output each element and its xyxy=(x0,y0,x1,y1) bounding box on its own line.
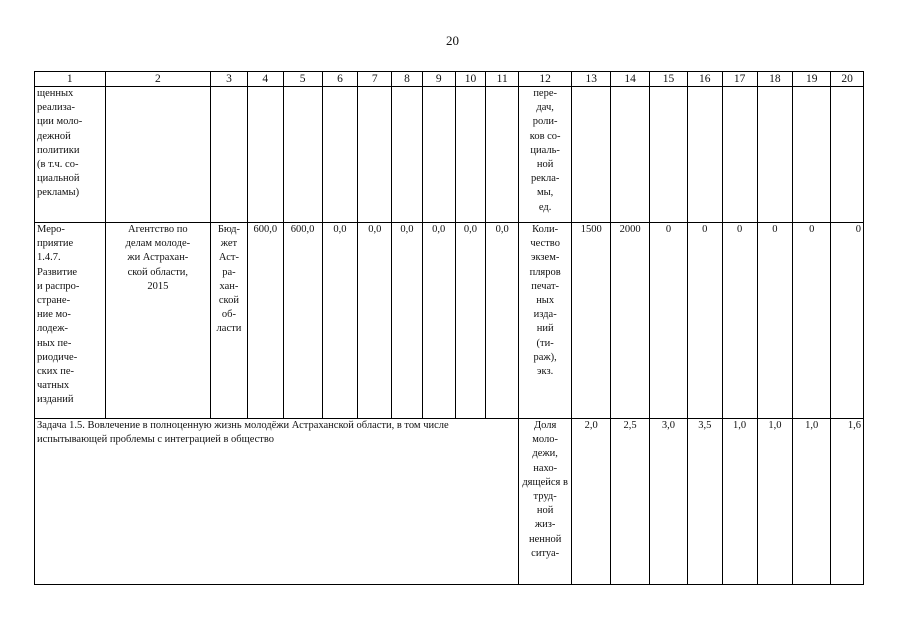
indicator-value-cell: 1,0 xyxy=(793,419,831,585)
column-number: 1 xyxy=(35,72,106,87)
column-number: 10 xyxy=(455,72,486,87)
indicator-value-cell: 1,6 xyxy=(831,419,864,585)
value-cell: 600,0 xyxy=(283,223,322,419)
measure-cell: Меро- приятие 1.4.7. Развитие и распро- стране- ние мо- лодеж- ных пе- риодиче- ских пе- чатных изданий xyxy=(35,223,106,419)
indicator-value-cell: 2,0 xyxy=(572,419,611,585)
value-cell: 0,0 xyxy=(322,223,358,419)
value-cell: 0,0 xyxy=(392,223,423,419)
value-cell: 600,0 xyxy=(247,223,283,419)
column-number-row xyxy=(35,72,864,87)
column-number: 18 xyxy=(757,72,793,87)
indicator-value-cell: 2,5 xyxy=(611,419,650,585)
indicator-value-cell: 3,5 xyxy=(687,419,722,585)
column-number: 13 xyxy=(572,72,611,87)
column-number: 2 xyxy=(105,72,210,87)
indicator-value-cell: 1,0 xyxy=(722,419,757,585)
indicator-value-cell: 1500 xyxy=(572,223,611,419)
column-number: 11 xyxy=(486,72,519,87)
column-number: 15 xyxy=(650,72,688,87)
column-number: 12 xyxy=(519,72,572,87)
indicator-cell: пере- дач, роли- ков со- циаль- ной рекла- мы, ед. xyxy=(519,87,572,223)
column-number: 14 xyxy=(611,72,650,87)
indicator-value-cell: 0 xyxy=(650,223,688,419)
indicator-cell: Коли- чество экзем- пляров печат- ных изда- ний (ти- раж), экз. xyxy=(519,223,572,419)
indicator-value-cell: 2000 xyxy=(611,223,650,419)
column-number: 16 xyxy=(687,72,722,87)
executor-cell: Агентство по делам молоде- жи Астрахан- ской области, 2015 xyxy=(105,223,210,419)
column-number: 9 xyxy=(422,72,455,87)
continuation-row xyxy=(35,87,864,223)
indicator-value-cell: 0 xyxy=(793,223,831,419)
column-number: 6 xyxy=(322,72,358,87)
value-cell: 0,0 xyxy=(358,223,392,419)
indicator-value-cell: 0 xyxy=(722,223,757,419)
measure-cell: щенных реализа- ции моло- дежной политики (в т.ч. со- циальной рекламы) xyxy=(35,87,106,223)
task-title-cell: Задача 1.5. Вовлечение в полноценную жизнь молодёжи Астраханской области, в том числе испытывающей проблемы с интеграцией в общество xyxy=(35,419,519,585)
page-number: 20 xyxy=(446,33,459,48)
column-number: 8 xyxy=(392,72,423,87)
column-number: 17 xyxy=(722,72,757,87)
column-number: 3 xyxy=(211,72,248,87)
measure-row-1-4-7 xyxy=(35,223,864,419)
indicator-value-cell: 1,0 xyxy=(757,419,793,585)
column-number: 7 xyxy=(358,72,392,87)
value-cell: 0,0 xyxy=(455,223,486,419)
column-number: 5 xyxy=(283,72,322,87)
column-number: 19 xyxy=(793,72,831,87)
indicator-value-cell: 0 xyxy=(687,223,722,419)
indicator-value-cell: 0 xyxy=(757,223,793,419)
value-cell: 0,0 xyxy=(486,223,519,419)
indicator-value-cell: 3,0 xyxy=(650,419,688,585)
task-row-1-5 xyxy=(35,419,864,585)
funding-source-cell: Бюд- жет Аст- ра- хан- ской об- ласти xyxy=(211,223,248,419)
value-cell: 0,0 xyxy=(422,223,455,419)
column-number: 20 xyxy=(831,72,864,87)
column-number: 4 xyxy=(247,72,283,87)
indicator-value-cell: 0 xyxy=(831,223,864,419)
indicator-cell: Доля моло- дежи, нахо- дящейся в труд- ной жиз- ненной ситуа- xyxy=(519,419,572,585)
program-table xyxy=(34,71,864,585)
